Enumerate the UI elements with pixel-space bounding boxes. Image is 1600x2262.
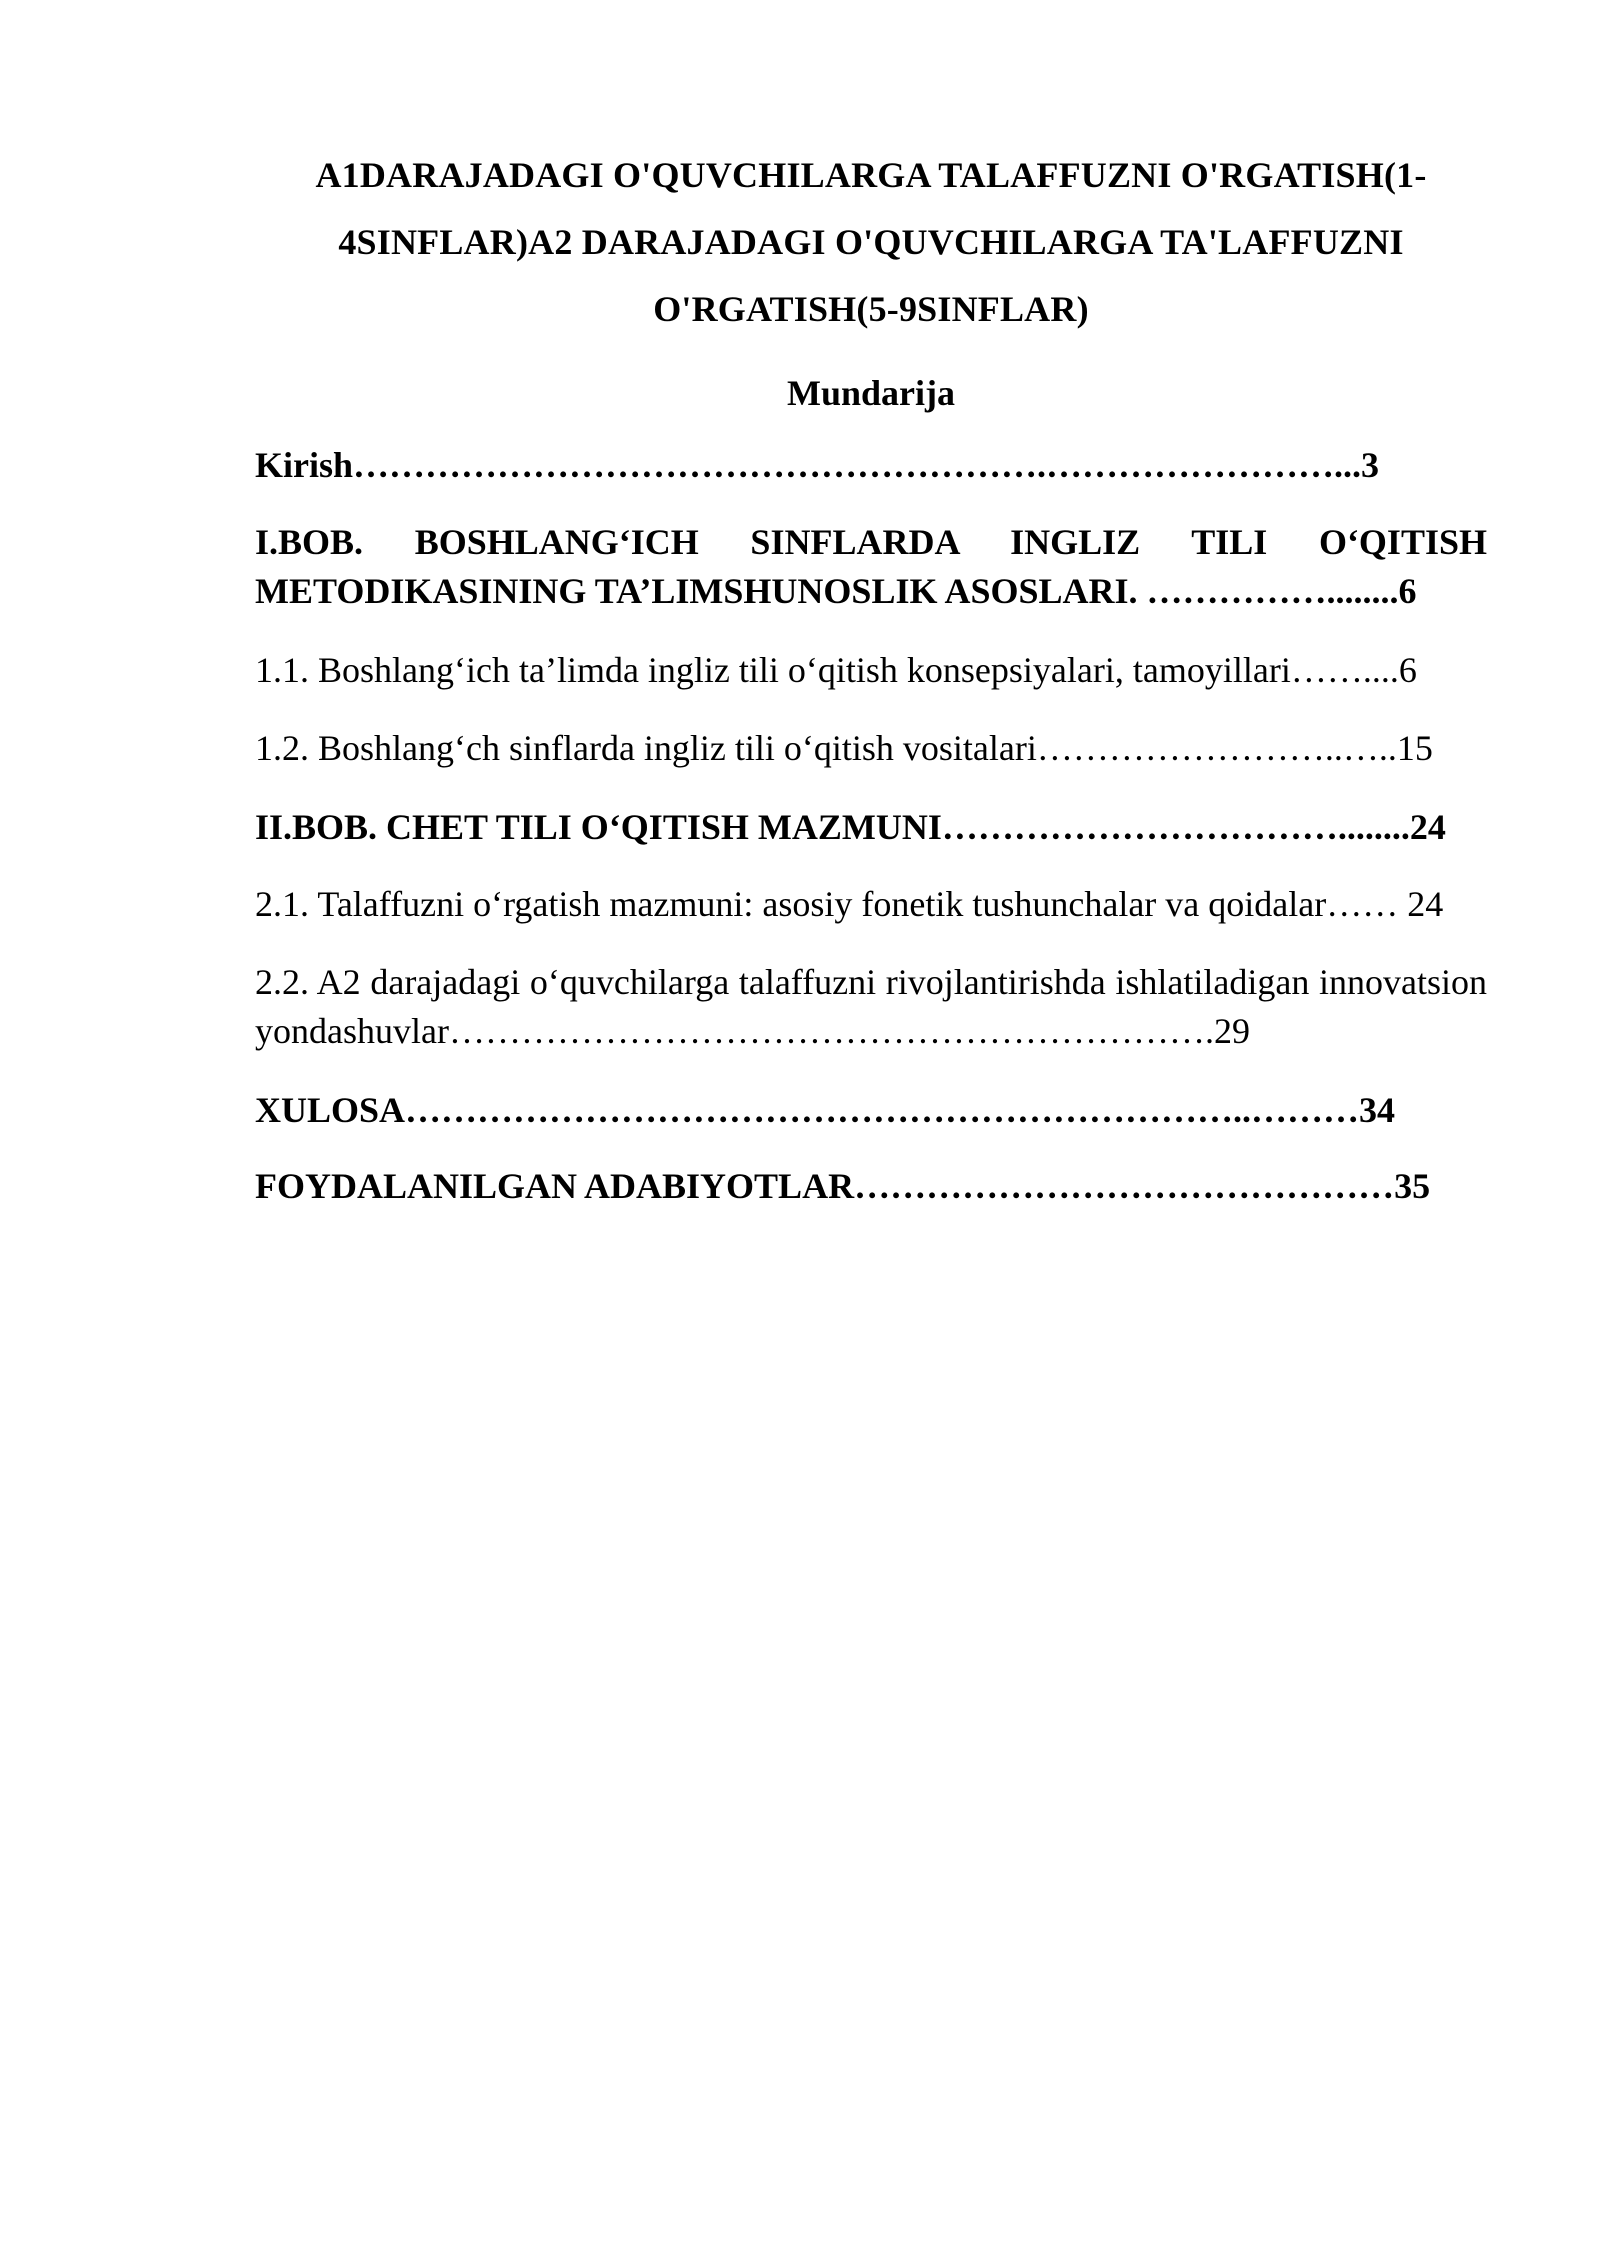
toc-entry-introduction: Kirish………………………………………………….……………………...3 [255,445,1380,485]
toc-entry-section-2-1: 2.1. Talaffuzni o‘rgatish mazmuni: asosiy fonetik tushunchalar va qoidalar…… 24 [255,884,1444,924]
toc-entry-chapter-1: I.BOB. BOSHLANG‘ICH SINFLARDA INGLIZ TILI O‘QITISH METODIKASINING TA’LIMSHUNOSLIK ASOSLARI. ……………........6 [255,522,1487,611]
toc-entry-section-1-1: 1.1. Boshlang‘ich ta’limda ingliz tili o‘qitish konsepsiyalari, tamoyillari……....6 [255,650,1417,690]
toc-entry-section-1-2: 1.2. Boshlang‘ch sinflarda ingliz tili o‘qitish vositalari……………………..…..15 [255,728,1433,768]
toc-entry-chapter-2: II.BOB. CHET TILI O‘QITISH MAZMUNI……………………………........24 [255,807,1446,847]
table-of-contents [255,441,1487,1211]
document-title: A1DARAJADAGI O'QUVCHILARGA TALAFFUZNI O'RGATISH(1-4SINFLAR)A2 DARAJADAGI O'QUVCHILARGA TA'LAFFUZNI O'RGATISH(5-9SINFLAR) [315,155,1427,329]
toc-entry-conclusion: XULOSA……………………………………………………………..………34 [255,1090,1396,1130]
toc-entry-references: FOYDALANILGAN ADABIYOTLAR………………………………………35 [255,1166,1431,1206]
toc-heading: Mundarija [786,373,955,413]
page-content [255,142,1487,1211]
toc-entry-section-2-2: 2.2. A2 darajadagi o‘quvchilarga talaffuzni rivojlantirishda ishlatiladigan innovatsion yondashuvlar……………………………………………………….29 [255,962,1487,1051]
